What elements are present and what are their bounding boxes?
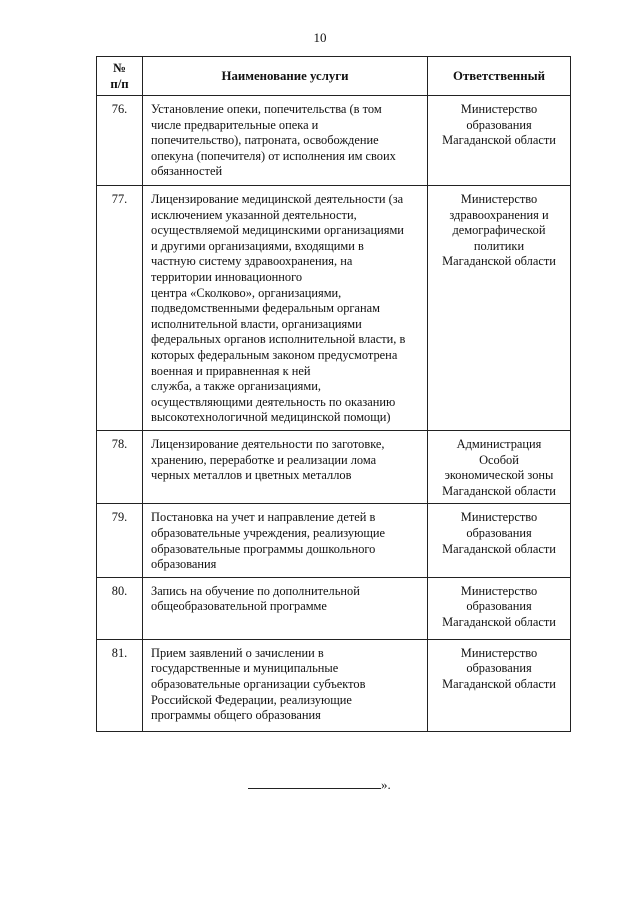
row-num: [97, 577, 143, 639]
table-row: [97, 577, 571, 639]
closing-mark: ».: [381, 777, 391, 792]
row-num-text: 76.: [111, 102, 128, 116]
row-num: [97, 186, 143, 431]
row-responsible-text: Министерство здравоохранения и демографической политики Магаданской области: [442, 192, 556, 269]
row-responsible-text: Министерство образования Магаданской области: [442, 645, 556, 691]
row-responsible: [428, 96, 571, 186]
row-service-name: [143, 96, 428, 186]
row-responsible-text: Министерство образования Магаданской области: [442, 510, 556, 556]
signature-underline: [248, 778, 381, 789]
row-service-name-text: Запись на обучение по дополнительной общеобразовательной программе: [151, 583, 360, 614]
row-responsible-text: Администрация Особой экономической зоны Магаданской области: [442, 437, 556, 498]
row-service-name: [143, 639, 428, 731]
row-service-name-text: Лицензирование медицинской деятельности (за исключением указанной деятельности, осуществляемой медицинскими организациями и другими организациями, входящими в частную систему здравоохранения, на территории инновационного центра «Сколково», организациями, подведомственными федеральным органам исполнительной власти, организациями федеральных органов исполнительной власти, в которых федеральным законом предусмотрена военная и приравненная к ней служба, а также организациями, осуществляющими деятельность по оказанию высокотехнологичной медицинской помощи): [151, 192, 406, 425]
row-num: [97, 639, 143, 731]
row-num: [97, 96, 143, 186]
row-num-text: 80.: [111, 583, 128, 598]
header-num-text: № п/п: [110, 61, 129, 91]
row-service-name-text: Лицензирование деятельности по заготовке, хранению, переработке и реализации лома черных металлов и цветных металлов: [151, 437, 385, 483]
row-responsible: [428, 639, 571, 731]
row-responsible: [428, 431, 571, 504]
row-num-text: 81.: [111, 645, 128, 660]
table-row: [97, 96, 571, 186]
header-responsible: [428, 57, 571, 96]
row-service-name-text: Постановка на учет и направление детей в образовательные учреждения, реализующие образовательные программы дошкольного образования: [151, 510, 386, 572]
closing-line: [248, 777, 391, 793]
page-number: 10: [313, 30, 327, 45]
row-num-text: 79.: [111, 510, 128, 525]
table-row: [97, 186, 571, 431]
row-responsible: [428, 577, 571, 639]
table-row: [97, 639, 571, 731]
row-responsible-text: Министерство образования Магаданской области: [442, 102, 556, 148]
row-num-text: 77.: [111, 192, 128, 206]
table-row: [97, 504, 571, 577]
row-service-name: [143, 186, 428, 431]
header-num: [97, 57, 143, 96]
row-service-name: [143, 504, 428, 577]
row-responsible: [428, 504, 571, 577]
row-service-name: [143, 431, 428, 504]
row-num: [97, 431, 143, 504]
row-responsible-text: Министерство образования Магаданской области: [442, 583, 556, 629]
row-num: [97, 504, 143, 577]
header-name: [143, 57, 428, 96]
table-row: [97, 431, 571, 504]
header-responsible-text: Ответственный: [453, 69, 545, 83]
header-name-text: Наименование услуги: [221, 69, 349, 83]
row-num-text: 78.: [111, 437, 128, 451]
row-service-name-text: Прием заявлений о зачислении в государственные и муниципальные образовательные организации субъектов Российской Федерации, реализующие программы общего образования: [151, 645, 366, 723]
row-service-name: [143, 577, 428, 639]
services-table: [96, 56, 571, 732]
row-responsible: [428, 186, 571, 431]
table-header-row: [97, 57, 571, 96]
row-service-name-text: Установление опеки, попечительства (в том числе предварительные опека и попечительство), патроната, освобождение опекуна (попечителя) от исполнения им своих обязанностей: [151, 102, 396, 179]
